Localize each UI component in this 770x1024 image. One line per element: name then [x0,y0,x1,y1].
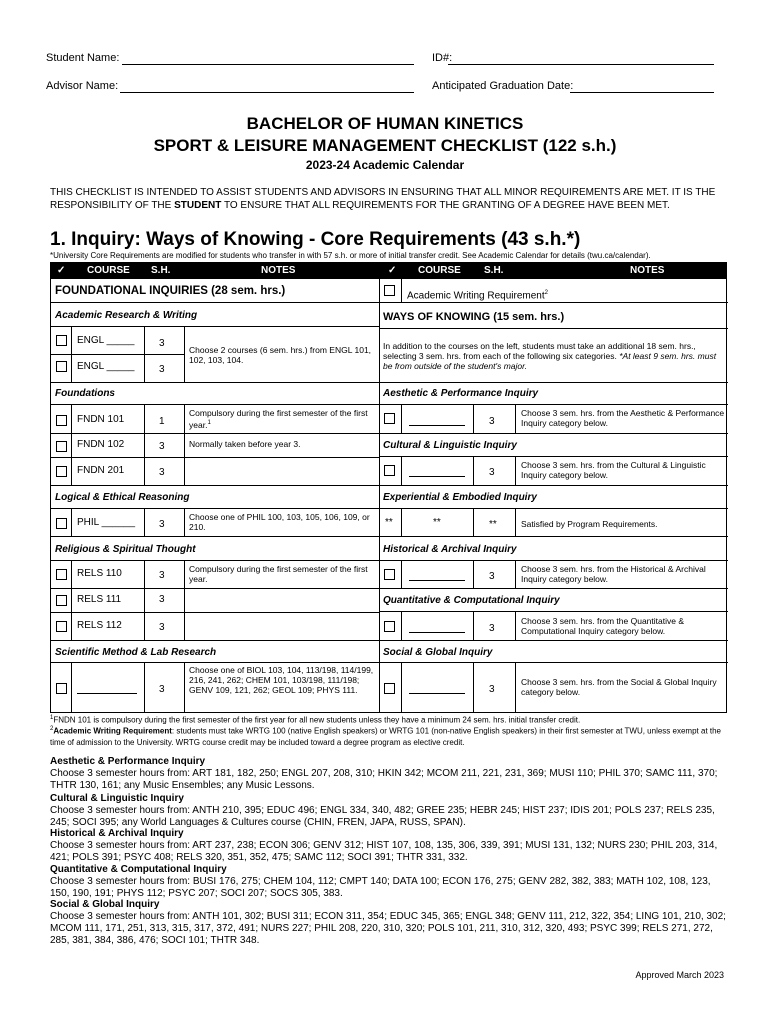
student-name-label: Student Name: [46,52,120,64]
engl-2-sh: 3 [159,364,165,375]
awr-label: Academic Writing Requirement$^2$ [407,290,548,302]
aesthetic-sh: 3 [489,416,495,427]
graduation-date-field[interactable] [570,92,714,93]
fndn102-note: Normally taken before year 3. [189,439,301,449]
core-note: *University Core Requirements are modified for students who transfer in with 57 s.h. or more of initial transfer credit. See Academic Calendar for details (twu.ca/calendar). [50,251,651,260]
category-historical: Historical & Archival Inquiry Choose 3 semester hours from: ART 237, 238; ECON 306; GENV 312; HIST 107, 108, 135, 306, 339, 391; MUSI 131, 132; NURS 230; PHIL 203, 314, 421; POLS 391; PSYC 408; RELS 320, 351, 352, 475; SAMC 112; SOCI 391; THTR 331, 332. [50,828,718,863]
category-quantitative: Quantitative & Computational Inquiry Choose 3 semester hours from: BUSI 176, 275; CHEM 104, 112; CMPT 140; DATA 100; ECON 176, 275; GENV 282, 382, 383; MATH 102, 108, 123, 150, 190, 191; PHYS 112; PSYC 207; SOCI 207; SOCS 305, 383. [50,864,711,899]
cultural-note: Choose 3 sem. hrs. from the Cultural & Linguistic Inquiry category below. [521,460,706,480]
fndn101-note: Compulsory during the first semester of the first year.$^1$ [189,408,368,430]
rels112-sh: 3 [159,622,165,633]
science-course-field[interactable] [77,693,137,694]
footnote-1: $^1$FNDN 101 is compulsory during the first semester of the first year for all new students unless they have a minimum 24 sem. hrs. initial transfer credit. [50,715,581,725]
category-cultural: Cultural & Linguistic Inquiry Choose 3 semester hours from: ANTH 210, 395; EDUC 496; ENGL 334, 340, 482; GREE 235; HEBR 245; HIST 237; IDIS 201; POLS 237; RELS 235, 245; SOCI 395; any World Languages & Cultures course (CHIN, FREN, JAPA, RUSS, SPAN). [50,793,715,828]
cultural-heading: Cultural & Linguistic Inquiry [383,440,517,451]
footnote-2: $^2$Academic Writing Requirement: students must take WRTG 100 (native English speakers) or WRTG 101 (non-native English speakers) in their first semester at TWU, unless exempt at the time of admission to the University. WRTG course credit may be included toward a degree program as elective credit. [50,726,722,747]
phil-checkbox[interactable] [56,518,67,529]
aesthetic-heading: Aesthetic & Performance Inquiry [383,388,539,399]
section-heading: 1. Inquiry: Ways of Knowing - Core Requirements (43 s.h.*) [50,229,581,250]
cultural-course-field[interactable] [409,476,465,477]
historical-course-field[interactable] [409,580,465,581]
cultural-checkbox[interactable] [384,465,395,476]
awr-checkbox[interactable] [384,285,395,296]
fndn102-checkbox[interactable] [56,441,67,452]
foundations-heading: Foundations [55,388,115,399]
quantitative-sh: 3 [489,623,495,634]
social-checkbox[interactable] [384,683,395,694]
foundational-heading: FOUNDATIONAL INQUIRIES (28 sem. hrs.) [55,285,286,297]
experiential-heading: Experiential & Embodied Inquiry [383,492,537,503]
rels110-sh: 3 [159,570,165,581]
rels111-course: RELS 111 [77,594,122,605]
fndn101-course: FNDN 101 [77,414,125,425]
quantitative-heading: Quantitative & Computational Inquiry [383,595,560,606]
phil-sh: 3 [159,519,165,530]
experiential-note: Satisfied by Program Requirements. [521,519,658,529]
social-course-field[interactable] [409,693,465,694]
logical-heading: Logical & Ethical Reasoning [55,492,190,503]
experiential-sh: ** [489,519,497,530]
advisor-name-label: Advisor Name: [46,80,119,92]
engl-note: Choose 2 courses (6 sem. hrs.) from ENGL 101, 102, 103, 104. [189,345,372,365]
intro-text: THIS CHECKLIST IS INTENDED TO ASSIST STUDENTS AND ADVISORS IN ENSURING THAT ALL MINOR REQUIREMENTS ARE MET. IT IS THE RESPONSIBILITY OF THE STUDENT TO ENSURE THAT ALL REQUIREMENTS FOR THE GRANTING OF A DEGREE HAVE BEEN MET. [50,187,716,211]
rels110-note: Compulsory during the first semester of the first year. [189,564,368,584]
table-header-left: ✓ COURSE S.H. NOTES [51,263,379,279]
id-label: ID#: [432,52,453,64]
rels110-course: RELS 110 [77,568,122,579]
fndn102-course: FNDN 102 [77,439,125,450]
ways-of-knowing-heading: WAYS OF KNOWING (15 sem. hrs.) [383,311,565,323]
rels112-checkbox[interactable] [56,621,67,632]
checklist-title: SPORT & LEISURE MANAGEMENT CHECKLIST (122 s.h.) [153,136,617,155]
rels112-course: RELS 112 [77,620,122,631]
engl-2-checkbox[interactable] [56,361,67,372]
science-checkbox[interactable] [56,683,67,694]
quantitative-note: Choose 3 sem. hrs. from the Quantitative & Computational Inquiry category below. [521,616,684,636]
id-field[interactable] [448,64,714,65]
advisor-name-field[interactable] [120,92,414,93]
academic-research-heading: Academic Research & Writing [55,310,198,321]
rels110-checkbox[interactable] [56,569,67,580]
historical-note: Choose 3 sem. hrs. from the Historical & Archival Inquiry category below. [521,564,706,584]
category-aesthetic: Aesthetic & Performance Inquiry Choose 3 semester hours from: ART 181, 182, 250; ENGL 207, 208, 310; HKIN 342; MCOM 211, 221, 231, 369; MUSI 110; PHIL 370; SAMC 111, 370; THTR 130, 161; any Music Ensembles; any Music Lessons. [50,756,718,791]
quantitative-course-field[interactable] [409,632,465,633]
approved-date: Approved March 2023 [635,970,724,980]
rels111-sh: 3 [159,594,165,605]
aesthetic-checkbox[interactable] [384,413,395,424]
science-sh: 3 [159,684,165,695]
social-note: Choose 3 sem. hrs. from the Social & Global Inquiry category below. [521,677,717,697]
engl-1-sh: 3 [159,338,165,349]
historical-sh: 3 [489,571,495,582]
fndn101-checkbox[interactable] [56,415,67,426]
fndn201-sh: 3 [159,467,165,478]
student-name-field[interactable] [122,64,414,65]
checklist-table [50,262,727,713]
engl-1-course[interactable]: ENGL _____ [77,335,135,346]
fndn101-sh: 1 [159,416,165,427]
graduation-date-label: Anticipated Graduation Date: [432,80,574,92]
quantitative-checkbox[interactable] [384,621,395,632]
fndn201-course: FNDN 201 [77,465,125,476]
experiential-course: ** [433,517,441,528]
fndn102-sh: 3 [159,441,165,452]
table-header-right: ✓ COURSE S.H. NOTES [380,263,726,279]
science-note: Choose one of BIOL 103, 104, 113/198, 114/199, 216, 241, 262; CHEM 101, 103/198, 111/198; GENV 109, 121, 262; GEOL 109; PHYS 111. [189,665,374,695]
cultural-sh: 3 [489,467,495,478]
historical-checkbox[interactable] [384,569,395,580]
wok-note: In addition to the courses on the left, students must take an additional 18 sem. hrs., selecting 3 sem. hrs. from each of the following six categories. *At least 9 sem. hrs. must be from outside of the student's major. [383,341,717,371]
social-heading: Social & Global Inquiry [383,647,493,658]
religious-heading: Religious & Spiritual Thought [55,544,196,555]
phil-note: Choose one of PHIL 100, 103, 105, 106, 109, or 210. [189,512,370,532]
calendar-year: 2023-24 Academic Calendar [305,158,465,172]
aesthetic-course-field[interactable] [409,425,465,426]
scientific-heading: Scientific Method & Lab Research [55,647,217,658]
engl-2-course[interactable]: ENGL _____ [77,361,135,372]
experiential-check: ** [385,517,393,528]
program-title: BACHELOR OF HUMAN KINETICS [246,114,524,133]
phil-course[interactable]: PHIL ______ [77,517,136,528]
aesthetic-note: Choose 3 sem. hrs. from the Aesthetic & Performance Inquiry category below. [521,408,725,428]
historical-heading: Historical & Archival Inquiry [383,544,517,555]
rels111-checkbox[interactable] [56,595,67,606]
social-sh: 3 [489,684,495,695]
category-social: Social & Global Inquiry Choose 3 semester hours from: ANTH 101, 302; BUSI 311; ECON 311, 354; EDUC 345, 365; ENGL 348; GENV 111, 212, 322, 354; LING 101, 210, 302; MCOM 111, 171, 251, 313, 315, 317, 372, 491; NURS 227; PHIL 208, 220, 310, 320; POLS 101, 211, 310, 312, 320, 493; PSYC 399; RELS 271, 272, 285, 381, 384, 386, 476; SOCI 101; THTR 348. [50,899,726,946]
engl-1-checkbox[interactable] [56,335,67,346]
fndn201-checkbox[interactable] [56,466,67,477]
